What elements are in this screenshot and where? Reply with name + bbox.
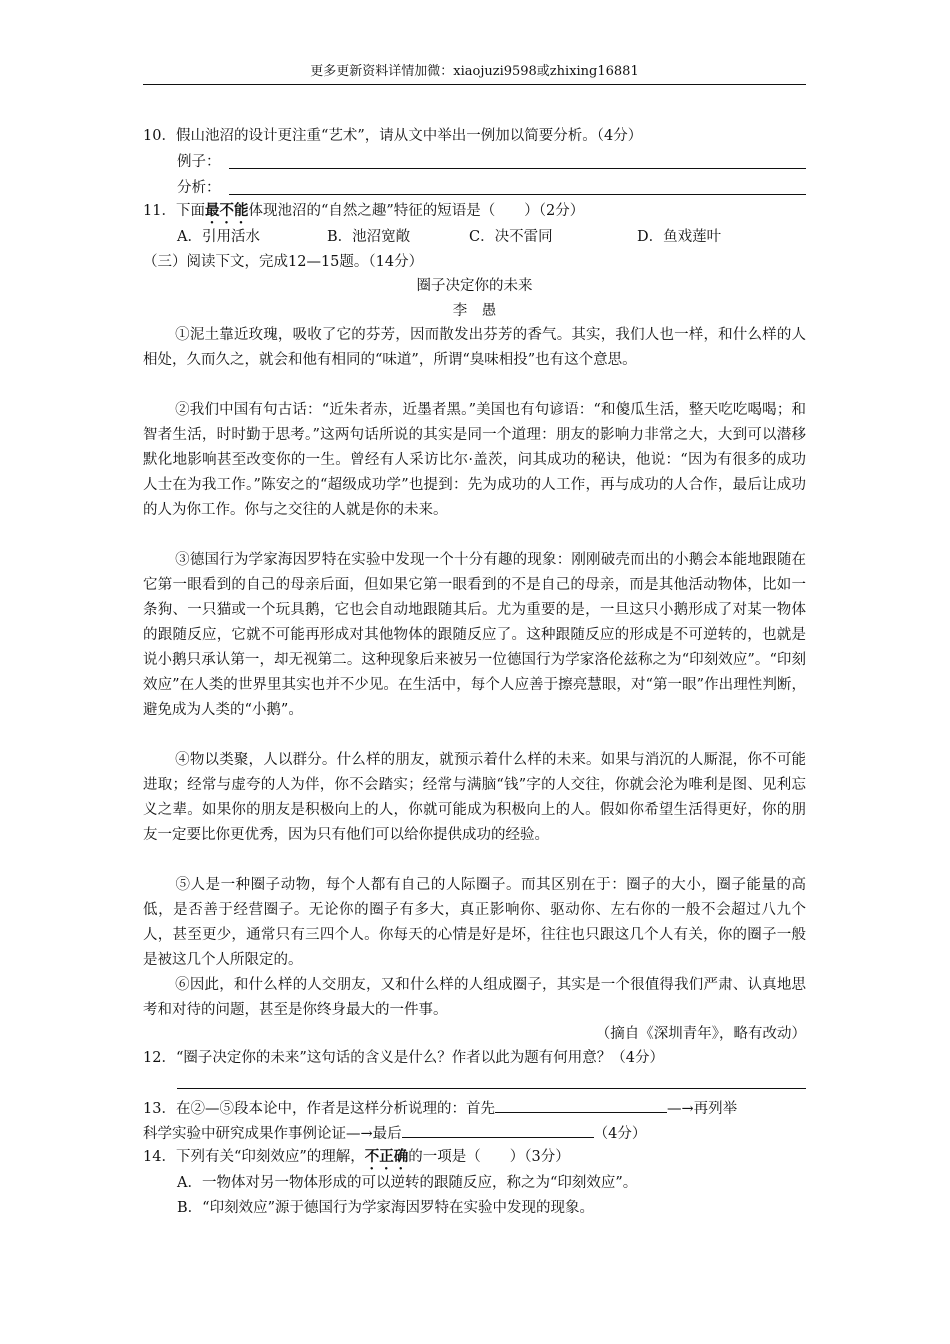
article-paragraph-4: ④物以类聚，人以群分。什么样的朋友，就预示着什么样的未来。如果与消沉的人厮混，你不可能进取；经常与虚夸的人为伴，你不会踏实；经常与满脑“钱”字的人交往，你就会沦为唯利是图、见利忘义之辈。如果你的朋友是积极向上的人，你就可能成为积极向上的人。假如你希望生活得更好，你的朋友一定要比你更优秀，因为只有他们可以给你提供成功的经验。: [143, 752, 806, 843]
q11-emphasis: 最不能: [204, 203, 249, 219]
q13-blank-1[interactable]: [495, 1096, 667, 1113]
q11-stem: [143, 199, 584, 227]
q11-option-d: D．鱼戏莲叶: [637, 229, 722, 245]
article-source: （摘自《深圳青年》，略有改动）: [595, 1026, 806, 1042]
article-paragraph-5: ⑤人是一种圈子动物，每个人都有自己的人际圈子。而其区别在于：圈子的大小，圈子能量的高低，是否善于经营圈子。无论你的圈子有多大，真正影响你、驱动你、左右你的一般不会超过八九个人，甚至更少，通常只有三四个人。你每天的心情是好是坏，往往也只跟这几个人有关，你的圈子一般是被这几个人所限定的。: [143, 877, 806, 968]
q14-option-a: A．一物体对另一物体形成的可以逆转的跟随反应，称之为“印刻效应”。: [177, 1175, 638, 1191]
q12-stem: 12．“圈子决定你的未来”这句话的含义是什么？作者以此为题有何用意？（4分）: [143, 1050, 664, 1066]
article-author: 李 愚: [452, 303, 497, 319]
article-paragraph-3: ③德国行为学家海因罗特在实验中发现一个十分有趣的现象：刚刚破壳而出的小鹅会本能地跟随在它第一眼看到的自己的母亲后面，但如果它第一眼看到的不是自己的母亲，而是其他活动物体，比如一条狗、一只猫或一个玩具鹅，它也会自动地跟随其后。尤为重要的是，一旦这只小鹅形成了对某一物体的跟随反应，它就不可能再形成对其他物体的跟随反应了。这种跟随反应的形成是不可逆转的，也就是说小鹅只承认第一，却无视第二。这种现象后来被另一位德国行为学家洛伦兹称之为“印刻效应”。“印刻效应”在人类的世界里其实也并不少见。在生活中，每个人应善于擦亮慧眼，对“第一眼”作出理性判断，避免成为人类的“小鹅”。: [143, 552, 806, 718]
q10-example-label: 例子：: [177, 154, 221, 170]
q10-example-answer-line[interactable]: [229, 168, 806, 169]
q10-analysis-label: 分析：: [177, 180, 221, 196]
q12-answer-line[interactable]: [177, 1088, 806, 1089]
section-three-heading: （三）阅读下文，完成12—15题。（14分）: [143, 254, 424, 270]
q13-blank-2[interactable]: [402, 1121, 594, 1138]
q14-emphasis: 不正确: [364, 1149, 409, 1165]
q14-stem: 14．下列有关“印刻效应”的理解，不正确的一项是（ ）（3分）: [143, 1149, 570, 1165]
q13-line-2: 科学实验中研究成果作事例论证—→最后 （4分）: [143, 1121, 646, 1146]
article-title: 圈子决定你的未来: [416, 278, 533, 294]
q10-analysis-answer-line[interactable]: [229, 194, 806, 195]
article-paragraph-6: ⑥因此，和什么样的人交朋友，又和什么样的人组成圈子，其实是一个很值得我们严肃、认真地思考和对待的问题，甚至是你终身最大的一件事。: [143, 977, 806, 1018]
q13-line-1: 13．在②—⑤段本论中，作者是这样分析说理的：首先 —→再列举: [143, 1096, 737, 1121]
article-paragraph-2: ②我们中国有句古话：“近朱者赤，近墨者黑。”美国也有句谚语：“和傻瓜生活，整天吃吃喝喝；和智者生活，时时勤于思考。”这两句话所说的其实是同一个道理：朋友的影响力非常之大，大到可以潜移默化地影响甚至改变你的一生。曾经有人采访比尔·盖茨，问其成功的秘诀，他说：“因为有很多的成功人士在为我工作。”陈安之的“超级成功学”也提到：先为成功的人工作，再与成功的人合作，最后让成功的人为你工作。你与之交往的人就是你的未来。: [143, 402, 806, 518]
q14-option-b: B．“印刻效应”源于德国行为学家海因罗特在实验中发现的现象。: [177, 1200, 594, 1216]
q11-suffix: 体现池沼的“自然之趣”特征的短语是（ ）（2分）: [248, 203, 585, 219]
q11-prefix: 11．下面: [143, 203, 205, 219]
article-paragraph-1: ①泥土靠近玫瑰，吸收了它的芬芳，因而散发出芬芳的香气。其实，我们人也一样，和什么样的人相处，久而久之，就会和他有相同的“味道”，所谓“臭味相投”也有这个意思。: [143, 327, 806, 368]
q10-stem: 10．假山池沼的设计更注重“艺术”，请从文中举出一例加以简要分析。（4分）: [143, 128, 643, 144]
q11-option-b: B．池沼宽敞: [327, 229, 411, 245]
q11-option-c: C．决不雷同: [469, 229, 553, 245]
q11-option-a: A．引用活水: [177, 229, 260, 245]
page-header: 更多更新资料详情加微：xiaojuzi9598或zhixing16881: [143, 62, 806, 85]
